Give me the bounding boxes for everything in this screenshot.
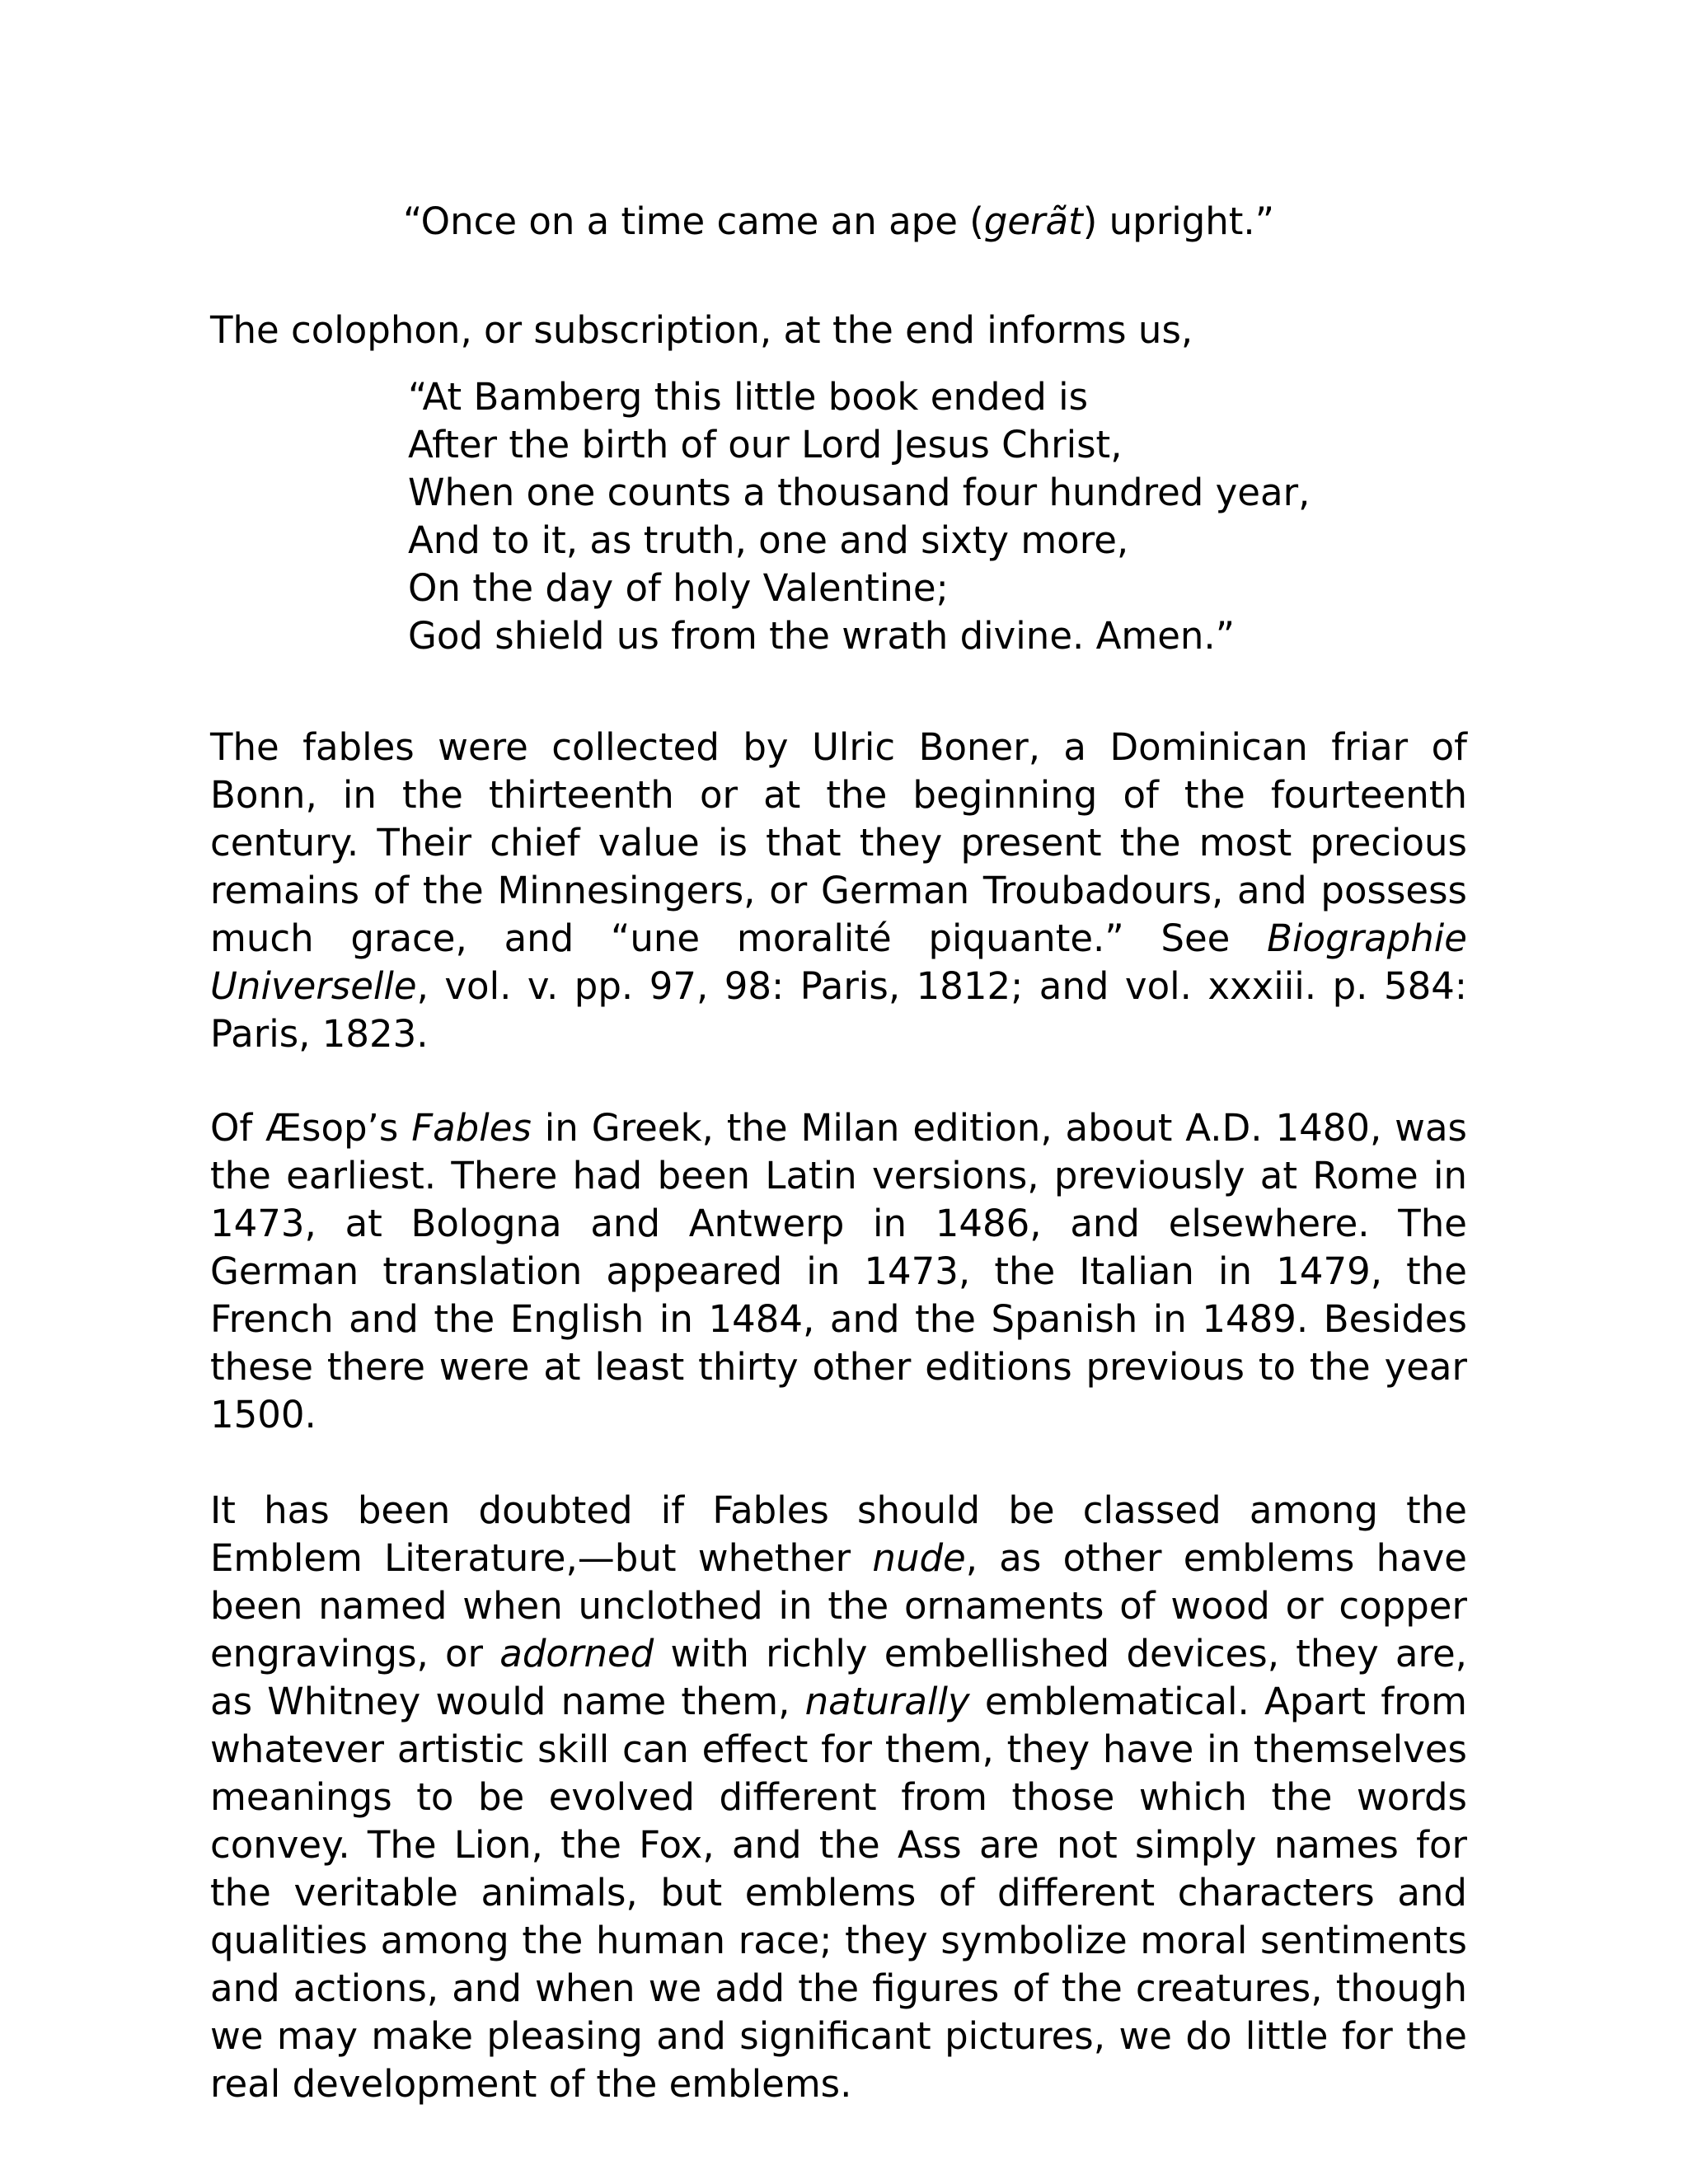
quote-open: “Once on a time came an ape ( <box>402 199 984 243</box>
paragraph-text: The fables were collected by Ulric Boner, a Dominican friar of Bonn, in the thirteenth or at the beginning of the fourteenth century. Their chief value is that they present the most precious remains of the Minnesingers, or German Troubadours, and possess much grace, and “une moralité piquante.” See <box>210 725 1467 960</box>
italic-title: Biographie Universelle <box>210 916 1467 1008</box>
quote-close: ) upright.” <box>1082 199 1275 243</box>
paragraph-emblems <box>210 1487 1467 2108</box>
colophon-verse <box>408 373 1467 660</box>
document-page <box>210 0 1467 2184</box>
paragraph-text: , vol. v. pp. 97, 98: Paris, 1812; and vol. xxxiii. p. 584: Paris, 1823. <box>210 964 1467 1056</box>
verse-line: On the day of holy Valentine; <box>408 566 949 610</box>
paragraph-text: , as other emblems have been named when unclothed in the ornaments of wood or copper engravings, or <box>210 1536 1467 1675</box>
paragraph-boner <box>210 724 1467 1058</box>
paragraph-text: emblematical. Apart from whatever artistic skill can effect for them, they have in themselves meanings to be evolved different from those which the words convey. The Lion, the Fox, and the Ass are not simply names for the veritable animals, but emblems of different characters and qualities among the human race; they symbolize moral sentiments and actions, and when we add the figures of the creatures, though we may make pleasing and significant pictures, we do little for the real development of the emblems. <box>210 1680 1467 2106</box>
verse-line: And to it, as truth, one and sixty more, <box>408 518 1129 562</box>
verse-line: After the birth of our Lord Jesus Christ, <box>408 423 1123 466</box>
paragraph-text: It has been doubted if Fables should be classed among the Emblem Literature,—but whether <box>210 1488 1467 1580</box>
paragraph-text: with richly embellished devices, they are, as Whitney would name them, <box>210 1632 1467 1723</box>
quote-line <box>210 198 1467 246</box>
italic-word: adorned <box>499 1632 654 1675</box>
paragraph-text: in Greek, the Milan edition, about A.D. 1480, was the earliest. There had been Latin versions, previously at Rome in 1473, at Bologna and Antwerp in 1486, and elsewhere. The German translation appeared in 1473, the Italian in 1479, the French and the English in 1484, and the Spanish in 1489. Besides these there were at least thirty other editions previous to the year 1500. <box>210 1106 1467 1436</box>
italic-word: naturally <box>804 1680 970 1723</box>
verse-line: God shield us from the wrath divine. Amen.” <box>408 614 1236 658</box>
quote-italic-word: gerãt <box>983 199 1083 243</box>
paragraph-text: Of Æsop’s <box>210 1106 412 1150</box>
italic-title: Fables <box>411 1106 532 1150</box>
verse-line: “At Bamberg this little book ended is <box>408 375 1089 419</box>
colophon-intro: The colophon, or subscription, at the end informs us, <box>210 308 1193 352</box>
paragraph-aesop <box>210 1104 1467 1439</box>
verse-line: When one counts a thousand four hundred year, <box>408 471 1311 514</box>
italic-word: nude <box>872 1536 966 1580</box>
